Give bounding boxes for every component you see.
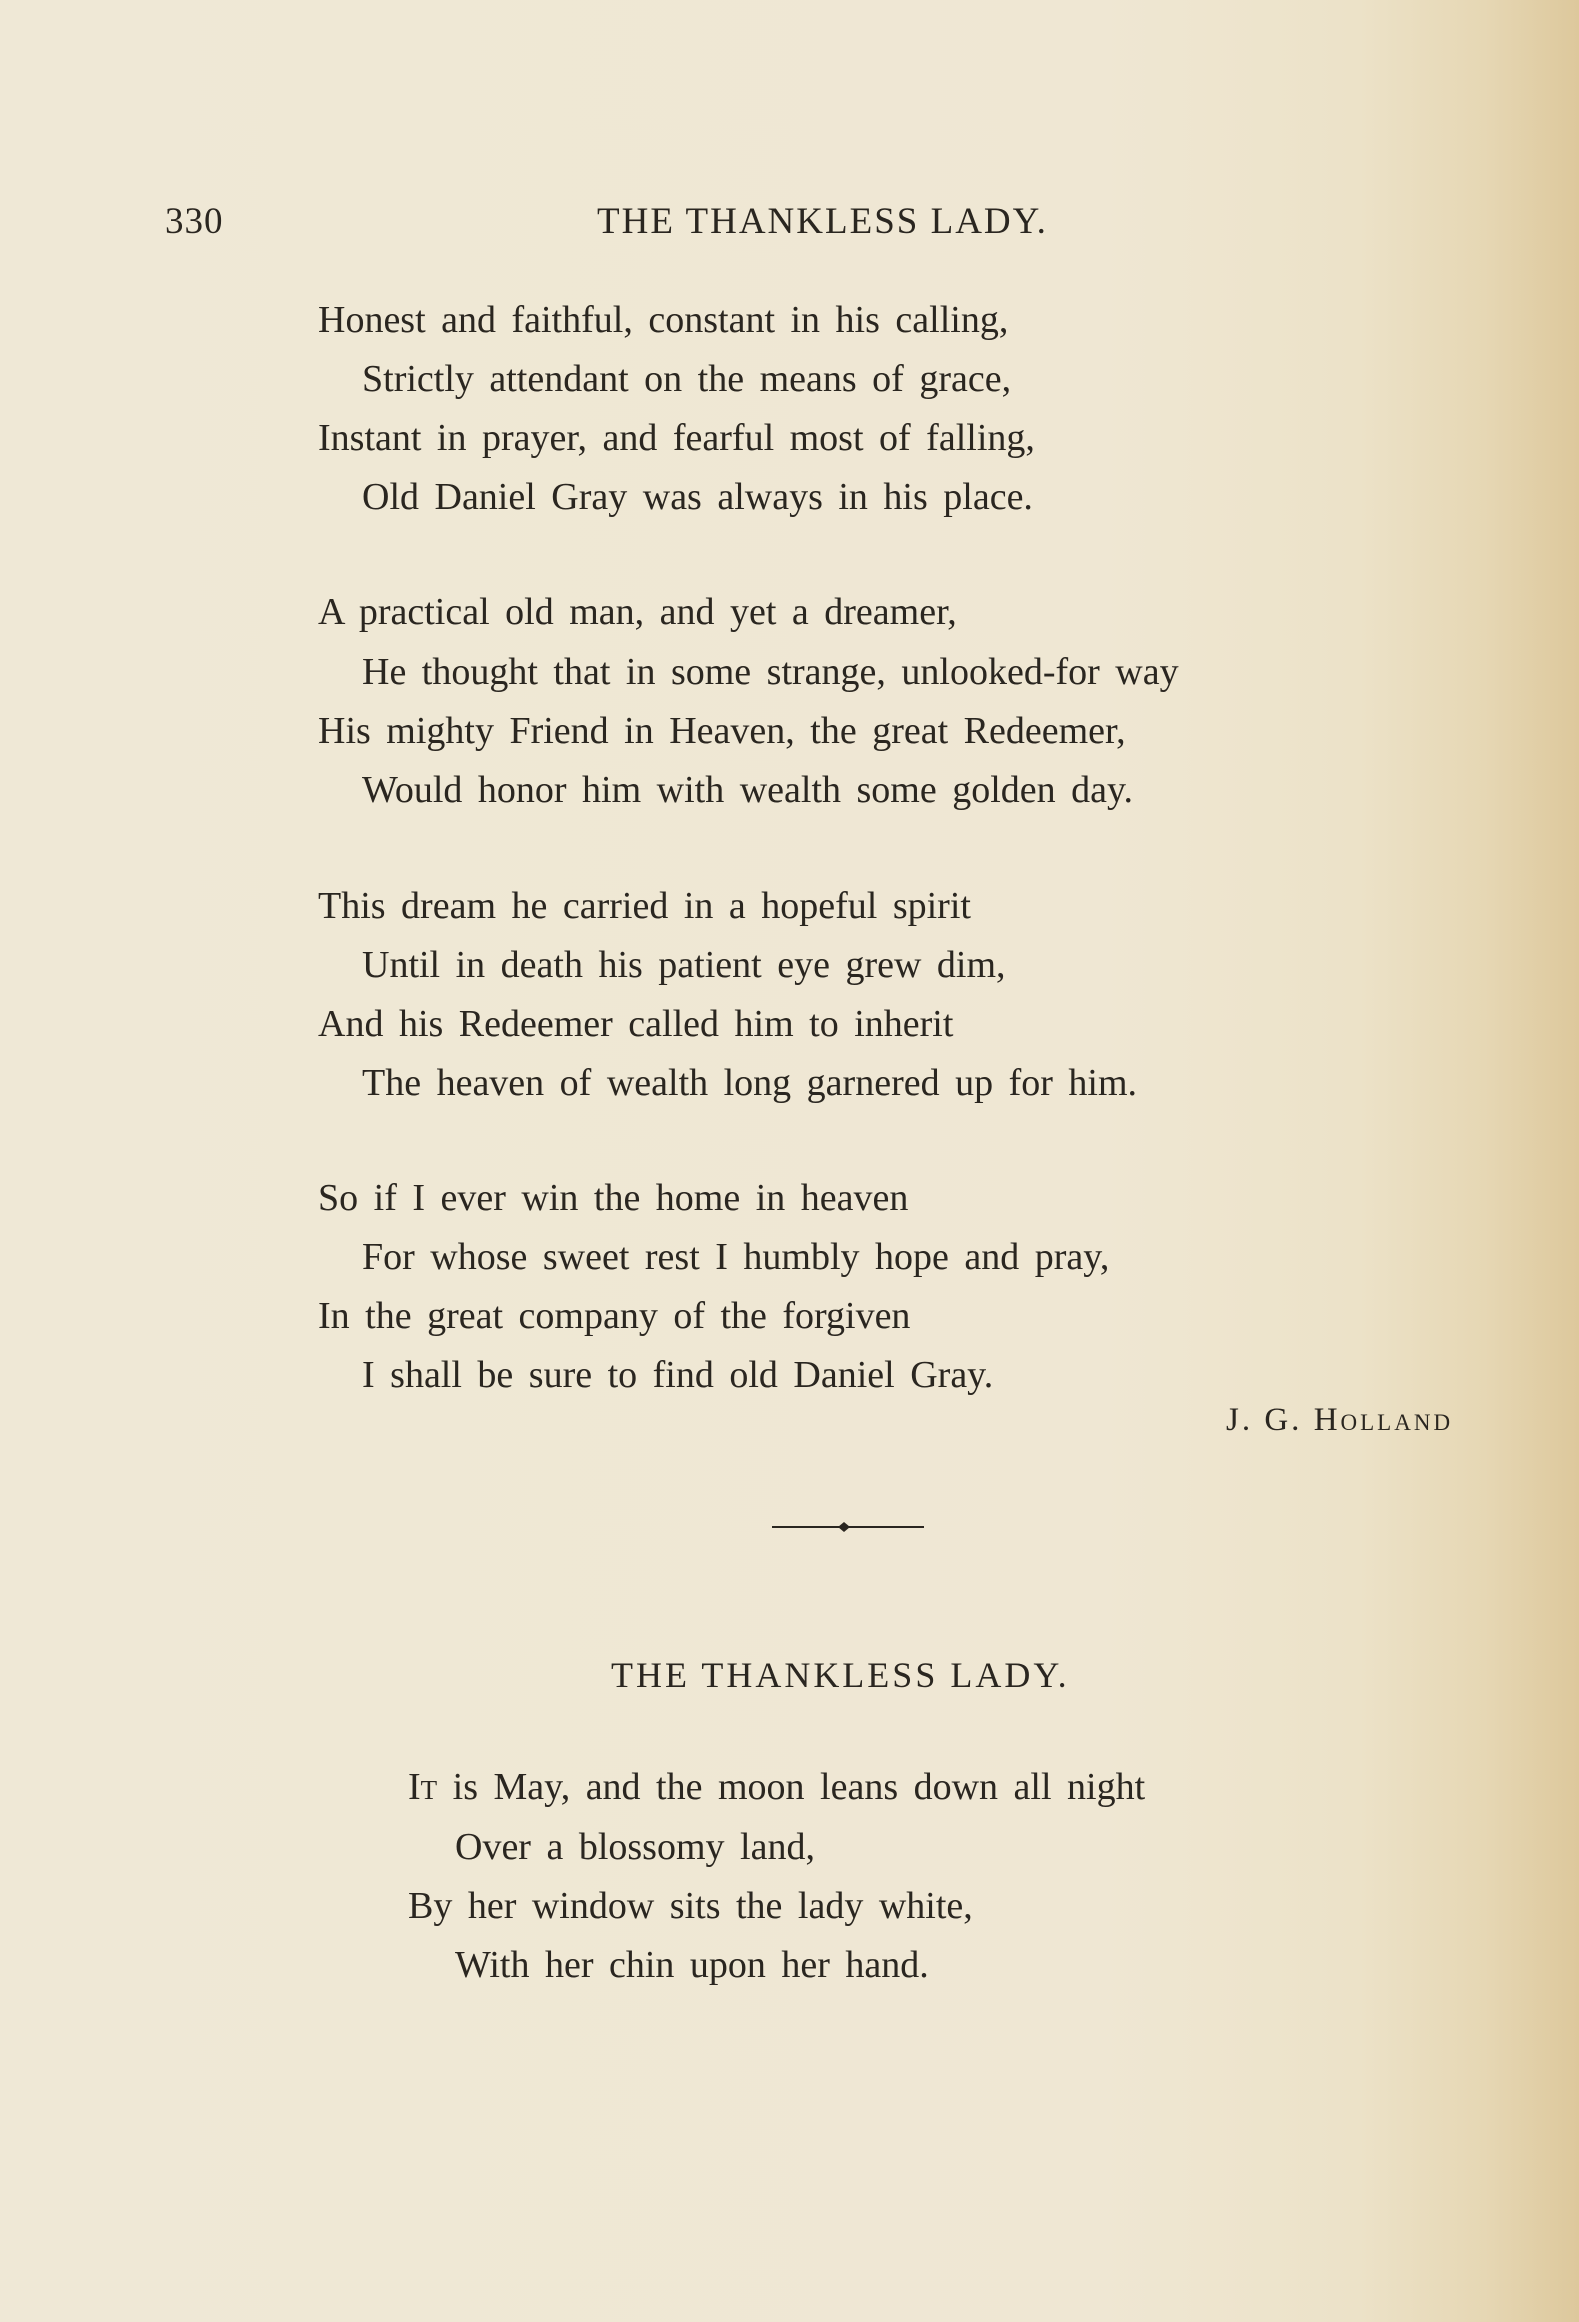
poem-line: I shall be sure to find old Daniel Gray. <box>362 1354 994 1396</box>
poem-line: This dream he carried in a hopeful spirit <box>318 885 971 927</box>
poem-line-text: is May, and the moon leans down all night <box>437 1766 1146 1808</box>
poem-line: A practical old man, and yet a dreamer, <box>318 591 957 633</box>
opening-word: It <box>408 1766 438 1808</box>
poem-line: Over a blossomy land, <box>455 1826 815 1868</box>
poem-line: Would honor him with wealth some golden day. <box>362 769 1134 811</box>
poem-line: Strictly attendant on the means of grace, <box>362 358 1012 400</box>
poem-line: He thought that in some strange, unlooked-for way <box>362 651 1179 693</box>
poem-line: So if I ever win the home in heaven <box>318 1177 909 1219</box>
poem-line: Old Daniel Gray was always in his place. <box>362 476 1033 518</box>
running-title: THE THANKLESS LADY. <box>597 201 1048 242</box>
poem-line: His mighty Friend in Heaven, the great Redeemer, <box>318 710 1126 752</box>
poem-title: THE THANKLESS LADY. <box>611 1655 1070 1695</box>
poem-line: For whose sweet rest I humbly hope and pray, <box>362 1236 1110 1278</box>
poem-line: In the great company of the forgiven <box>318 1295 911 1337</box>
poem-line: By her window sits the lady white, <box>408 1885 973 1927</box>
poem-attribution <box>1226 1402 1453 1439</box>
poem-line: Instant in prayer, and fearful most of falling, <box>318 417 1035 459</box>
author-surname: Holland <box>1313 1402 1454 1438</box>
poem-line: With her chin upon her hand. <box>455 1944 929 1986</box>
poem-line: And his Redeemer called him to inherit <box>318 1003 954 1045</box>
section-divider-ornament <box>772 1518 924 1536</box>
poem-line: The heaven of wealth long garnered up for him. <box>362 1062 1138 1104</box>
poem-line: Honest and faithful, constant in his calling, <box>318 299 1009 341</box>
running-head <box>165 200 1165 252</box>
poem-line <box>408 1765 1145 1809</box>
poem-line: Until in death his patient eye grew dim, <box>362 944 1006 986</box>
author-initials: J. G. <box>1226 1402 1314 1438</box>
page-number: 330 <box>165 201 224 242</box>
